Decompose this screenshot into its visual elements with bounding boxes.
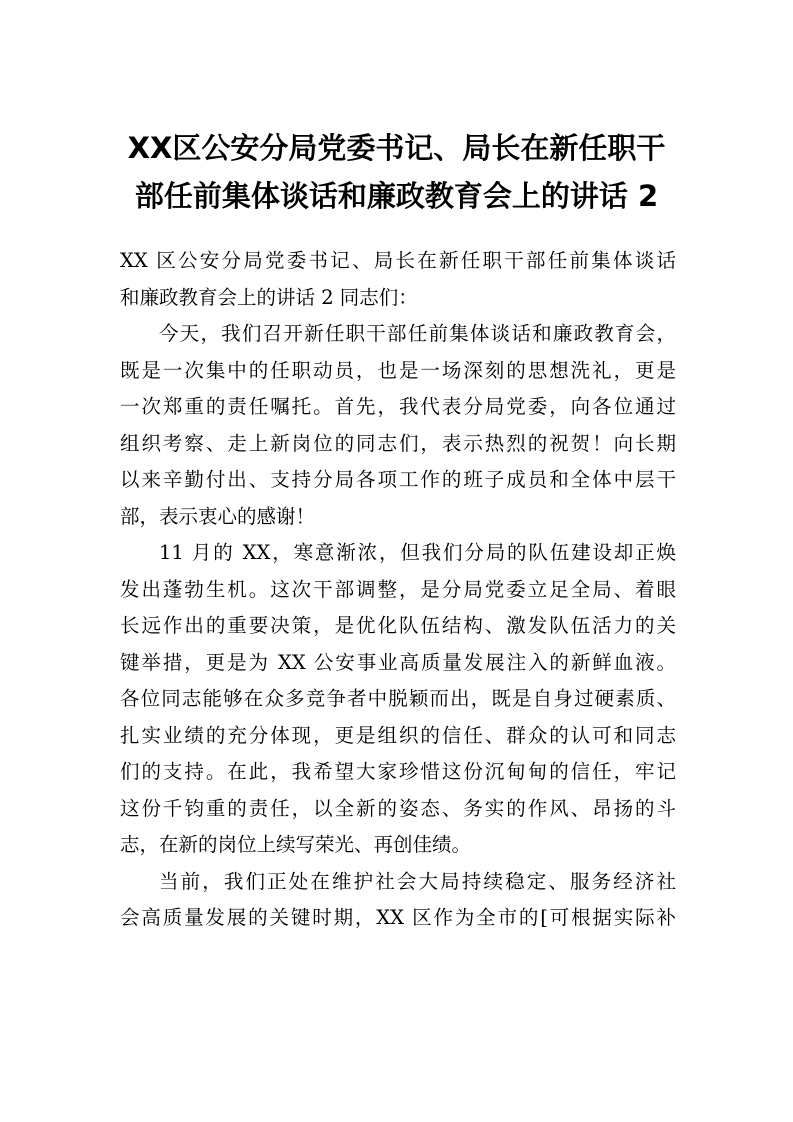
title-line: 部任前集体谈话和廉政教育会上的讲话 2 [134,179,659,213]
body-line: 一次郑重的责任嘱托。首先，我代表分局党委，向各位通过 [120,395,676,418]
body-line: 这份千钧重的责任，以全新的姿态、务实的作风、昂扬的斗 [120,796,676,820]
body-line: 扎实业绩的充分体现，更是组织的信任、群众的认可和同志 [120,723,676,747]
body-line: 组织考察、走上新岗位的同志们，表示热烈的祝贺！向长期 [120,431,676,455]
body-line: 既是一次集中的任职动员，也是一场深刻的思想洗礼，更是 [120,358,676,382]
body-line: 今天，我们召开新任职干部任前集体谈话和廉政教育会， [159,322,676,345]
body-line: 以来辛勤付出、支持分局各项工作的班子成员和全体中层干 [120,468,676,491]
body-line: XX 区公安分局党委书记、局长在新任职干部任前集体谈话 [120,249,676,272]
body-line: 会高质量发展的关键时期，XX 区作为全市的[可根据实际补 [120,906,676,929]
body-line: 部，表示衷心的感谢！ [120,504,316,528]
body-line: 和廉政教育会上的讲话 2 同志们： [120,285,418,309]
body-line: 发出蓬勃生机。这次干部调整，是分局党委立足全局、着眼 [120,577,676,601]
body-line: 们的支持。在此，我希望大家珍惜这份沉甸甸的信任，牢记 [120,760,676,783]
body-line: 11 月的 XX，寒意渐浓，但我们分局的队伍建设却正焕 [159,541,676,564]
document-body [120,243,676,937]
body-line: 志，在新的岗位上续写荣光、再创佳绩。 [120,833,472,856]
title-line: XX区公安分局党委书记、局长在新任职干 [127,131,666,165]
body-line: 键举措，更是为 XX 公安事业高质量发展注入的新鲜血液。 [120,650,676,674]
body-line: 长远作出的重要决策，是优化队伍结构、激发队伍活力的关 [120,614,676,637]
document-title [100,124,693,220]
body-line: 当前，我们正处在维护社会大局持续稳定、服务经济社 [159,869,676,893]
body-line: 各位同志能够在众多竞争者中脱颖而出，既是自身过硬素质、 [120,687,676,710]
